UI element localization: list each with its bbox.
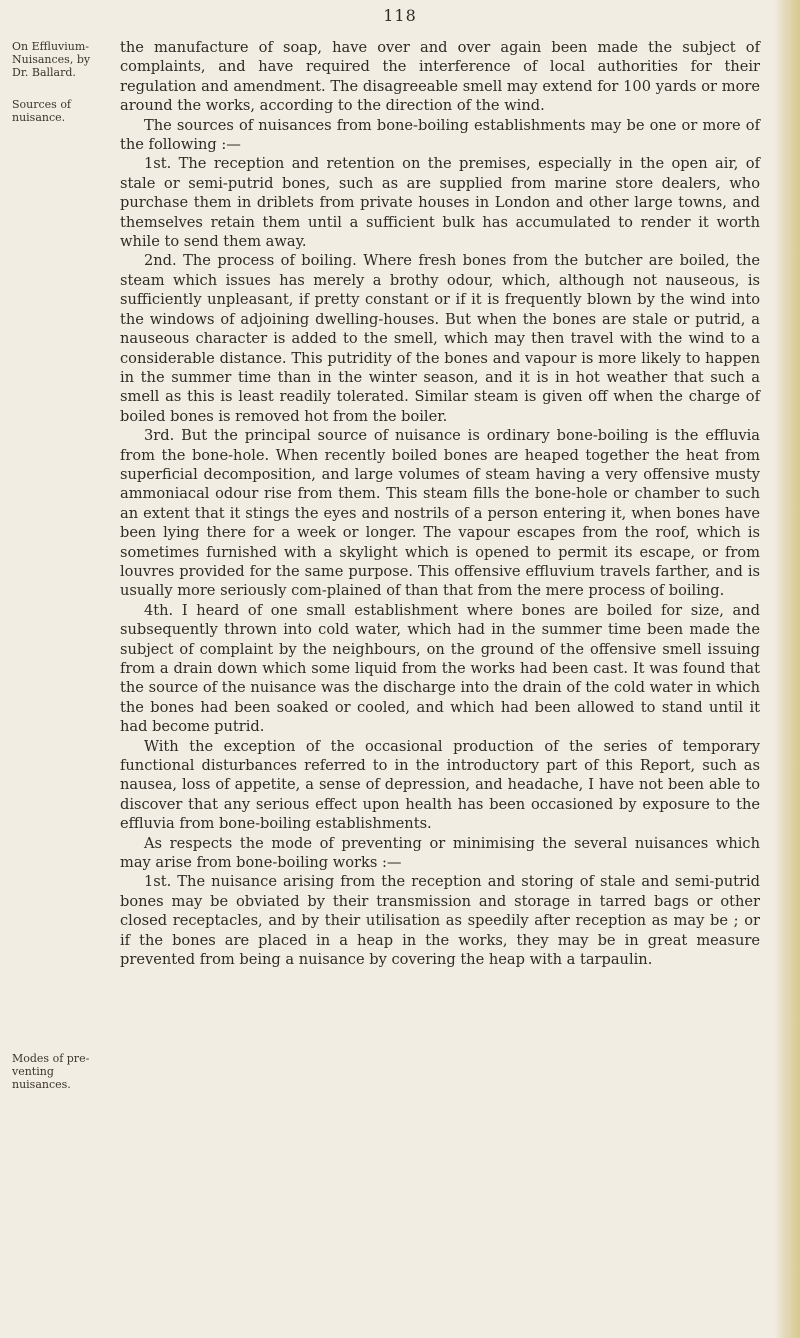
page-edge-shadow [774,0,800,1338]
margin-note-effluvium: On Effluvium-Nuisances, by Dr. Ballard. [12,40,91,79]
paragraph: As respects the mode of preventing or minimising the several nuisances which may arise from bone-boiling works :— [120,834,760,872]
paragraph: The sources of nuisances from bone-boiling establishments may be one or more of the following :— [120,116,760,154]
paragraph: 3rd. But the principal source of nuisance is ordinary bone-boiling is the effluvia from the bone-hole. When recently boiled bones are heaped together the heat from superficial decomposition, and large volumes of steam having a very offensive musty ammoniacal odour rise from them. This steam fills the bone-hole or chamber to such an extent that it stings the eyes and nostrils of a person entering it, when bones have been lying there for a week or longer. The vapour escapes from the roof, which is sometimes furnished with a skylight which is opened to permit its escape, or from louvres provided for the same purpose. This offensive effluvium travels farther, and is usually more seriously com-plained of than that from the mere process of boiling. [120,427,760,600]
paragraph: 1st. The nuisance arising from the reception and storing of stale and semi-putrid bones may be obviated by their transmission and storage in tarred bags or other closed receptacles, and by their utilisation as speedily after reception as may be ; or if the bones are placed in a heap in the works, they may be in great measure prevented from being a nuisance by covering the heap with a tarpaulin. [120,873,760,969]
paragraph: With the exception of the occasional production of the series of temporary functional disturbances referred to in the introductory part of this Report, such as nausea, loss of appetite, a sense of depression, and headache, I have not been able to discover that any serious effect upon health has been occasioned by exposure to the effluvia from bone-boiling establishments. [120,737,760,833]
paragraph: 1st. The reception and retention on the premises, especially in the open air, of stale or semi-putrid bones, such as are supplied from marine store dealers, who purchase them in driblets from private houses in London and other large towns, and themselves retain them until a sufficient bulk has accumulated to render it worth while to send them away. [120,155,760,251]
paragraph: 4th. I heard of one small establishment where bones are boiled for size, and subsequently thrown into cold water, which had in the summer time been made the subject of complaint by the neighbours, on the ground of the offensive smell issuing from a drain down which some liquid from the works had been cast. It was found that the source of the nuisance was the discharge into the drain of the cold water in which the bones had been soaked or cooled, and which had been allowed to stand until it had become putrid. [120,601,760,736]
paragraph: the manufacture of soap, have over and over again been made the subject of complaints, and have required the interference of local authorities for their regulation and amendment. The disagreeable smell may extend for 100 yards or more around the works, according to the direction of the wind. [120,39,760,115]
page-number: 118 [383,6,417,25]
margin-note-modes: Modes of pre-venting nuisances. [12,1052,90,1091]
paragraph: 2nd. The process of boiling. Where fresh bones from the butcher are boiled, the steam which issues has merely a brothy odour, which, although not nauseous, is sufficiently unpleasant, if pretty constant or if it is frequently blown by the wind into the windows of adjoining dwelling-houses. But when the bones are stale or putrid, a nauseous character is added to the smell, which may then travel with the wind to a considerable distance. This putridity of the bones and vapour is more likely to happen in the summer time than in the winter season, and it is in hot weather that such a smell as this is least readily tolerated. Similar steam is given off when the charge of boiled bones is removed hot from the boiler. [120,252,760,425]
margin-note-sources: Sources of nuisance. [12,98,72,124]
body-text [120,38,760,970]
